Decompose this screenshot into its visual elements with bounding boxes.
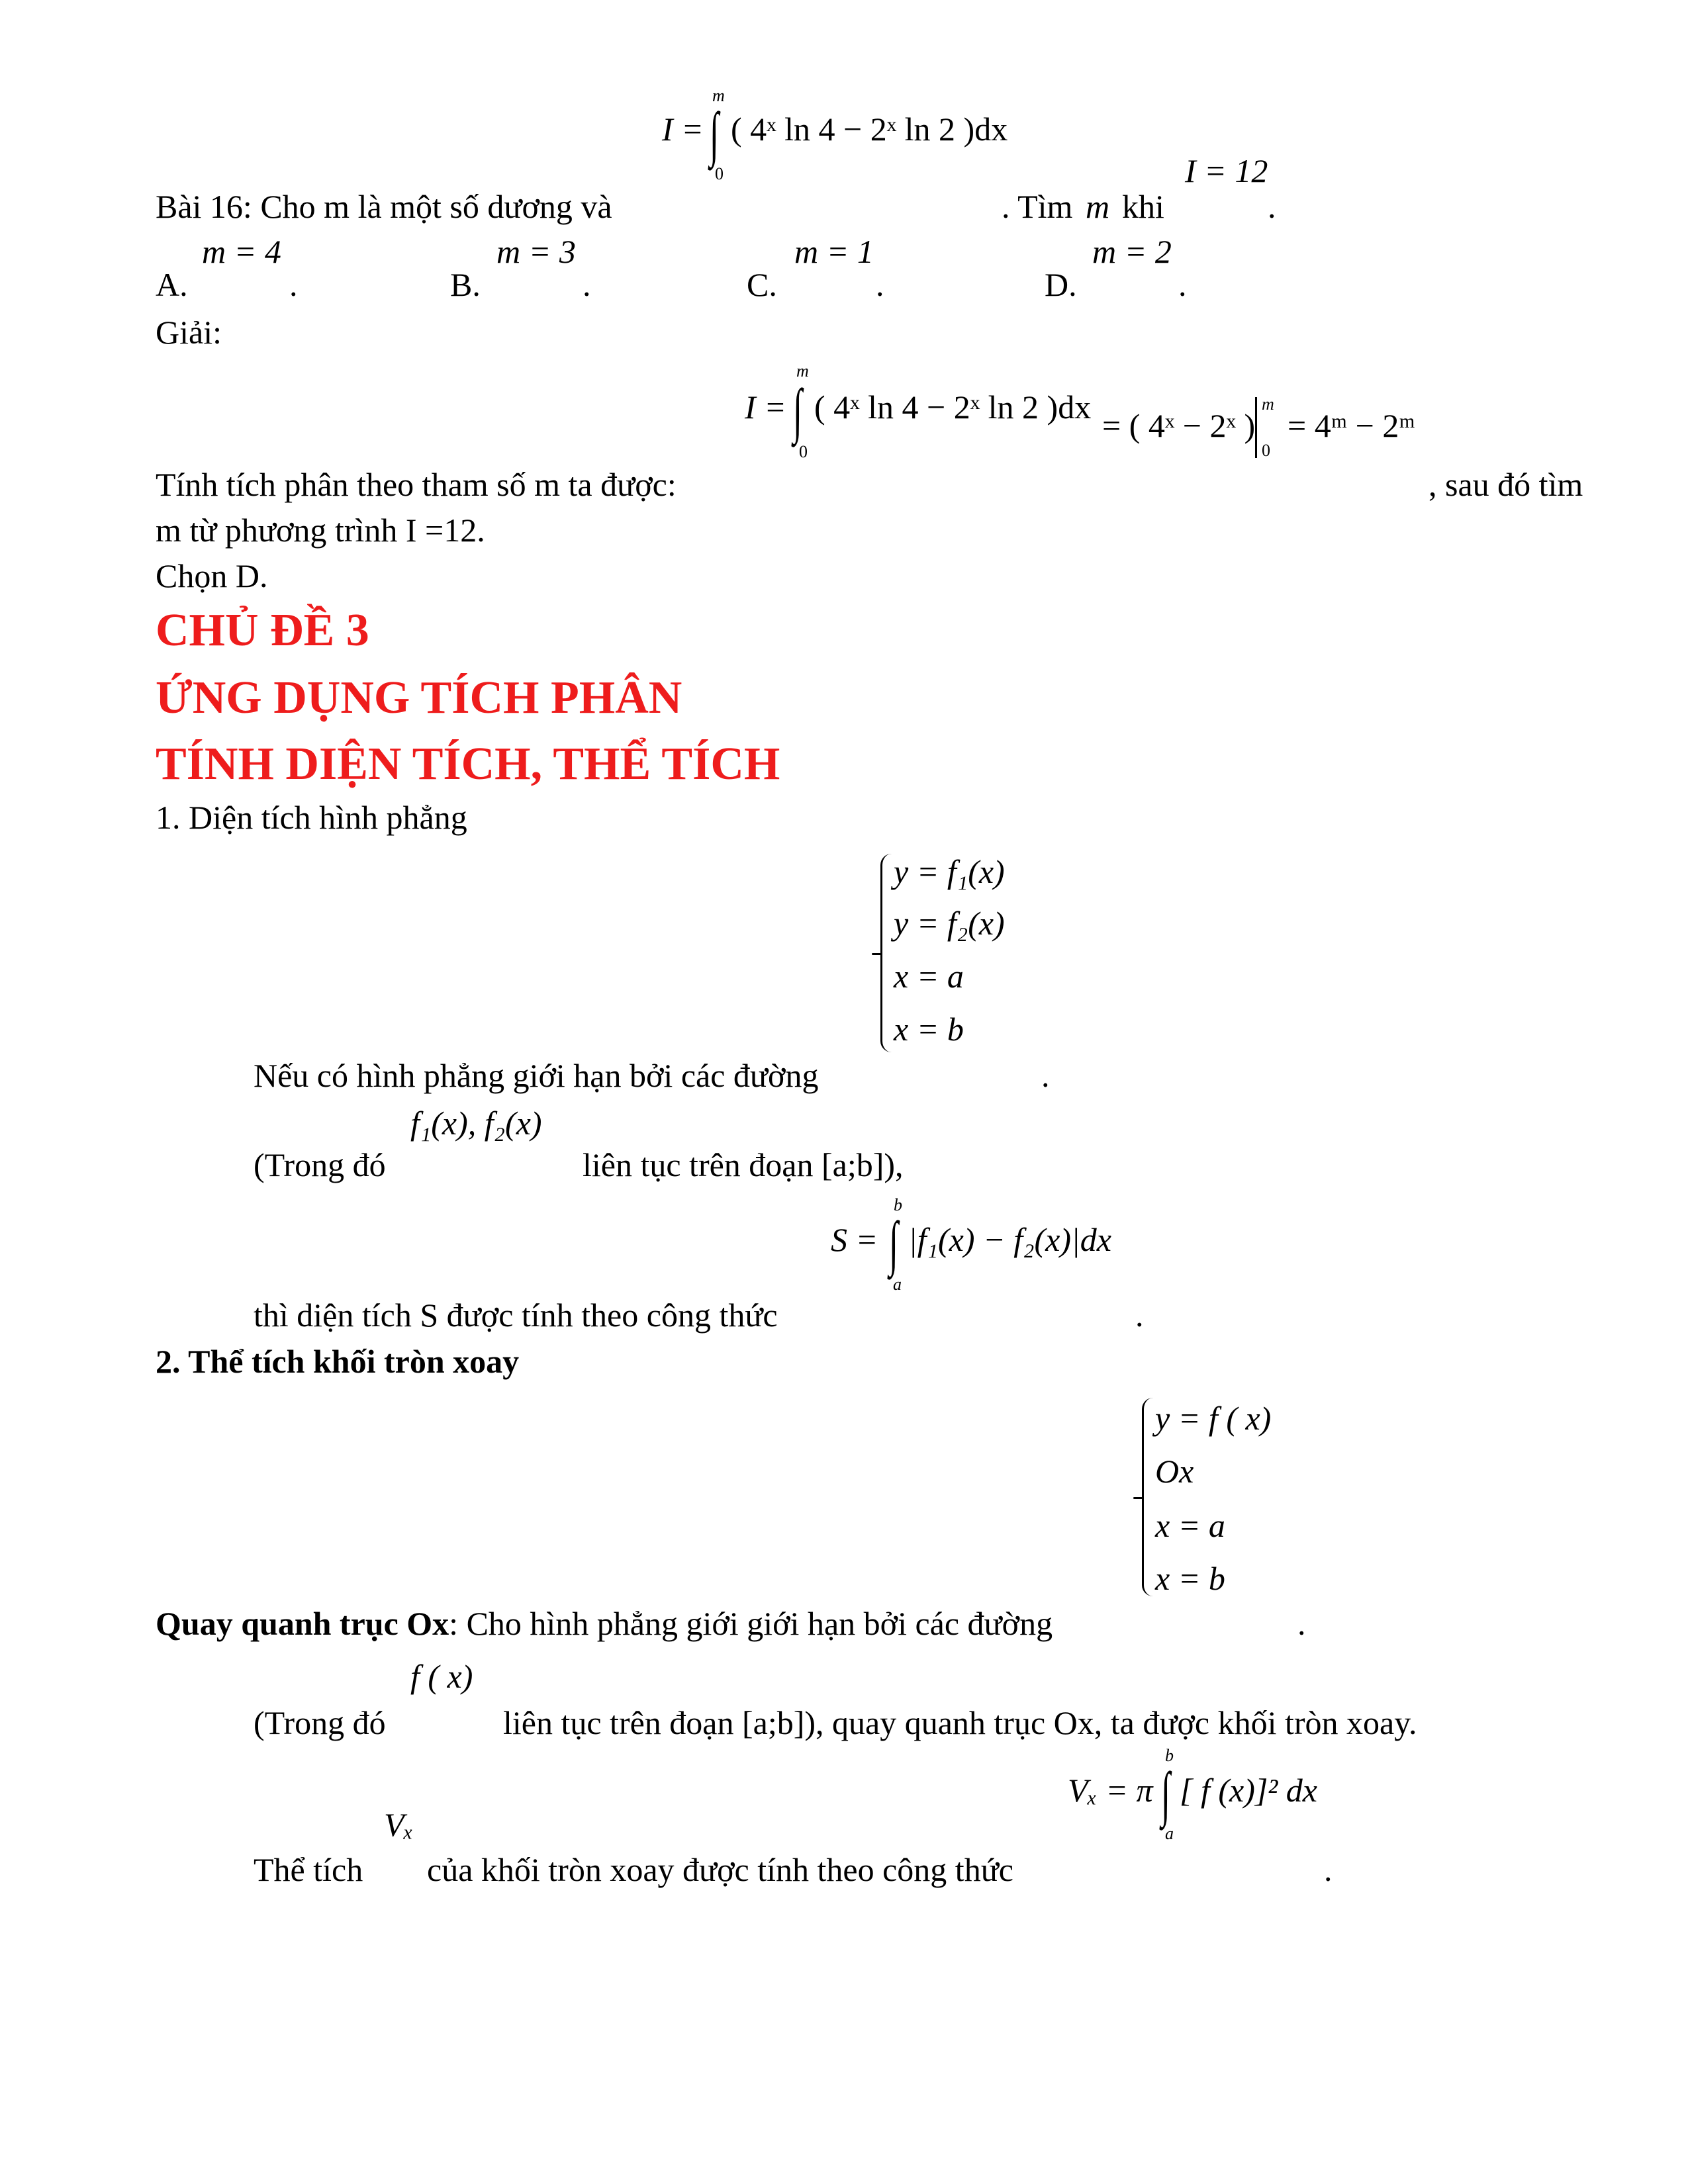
solution-upper-limit: m <box>796 361 809 381</box>
eval-lower: 0 <box>1262 441 1270 460</box>
evaluation-bar <box>1255 397 1257 458</box>
section-1-title: 1. Diện tích hình phẳng <box>156 799 467 836</box>
option-a-value: m = 4 <box>202 233 281 270</box>
statement-end: . <box>1268 188 1276 225</box>
exercise-statement: Bài 16: Cho m là một số dương và <box>156 188 612 225</box>
answer-choice: Chọn D. <box>156 557 268 594</box>
area-upper-limit: b <box>894 1195 902 1214</box>
option-b-letter[interactable]: B. <box>450 266 481 303</box>
solution-antiderivative: = ( 4ˣ − 2ˣ ) <box>1102 407 1256 444</box>
eval-upper: m <box>1262 394 1274 414</box>
option-c-dot: . <box>876 266 884 303</box>
option-c-letter[interactable]: C. <box>747 266 777 303</box>
volume-integrand: [ f (x)]² dx <box>1180 1772 1317 1809</box>
topic-heading: CHỦ ĐỀ 3 <box>156 605 369 656</box>
system2-line-3: x = a <box>1155 1507 1225 1544</box>
option-d-dot: . <box>1178 266 1187 303</box>
rotate-statement <box>156 1607 1053 1640</box>
option-d-letter[interactable]: D. <box>1045 266 1077 303</box>
topic-title: ỨNG DỤNG TÍCH PHÂN <box>156 672 682 723</box>
volume-mid: của khối tròn xoay được tính theo công thức <box>427 1851 1013 1888</box>
integral-sign-icon: ∫ <box>793 377 802 444</box>
area-integrand: |f₁(x) − f₂(x)|dx <box>908 1221 1111 1258</box>
system-line-4: x = b <box>894 1011 964 1048</box>
option-a-dot: . <box>289 266 298 303</box>
solution-line2: m từ phương trình I =12. <box>156 512 485 549</box>
vx-symbol: Vₓ <box>384 1806 414 1843</box>
condition-value: I = 12 <box>1185 152 1268 189</box>
volume-upper-limit: b <box>1165 1746 1174 1765</box>
find-text: . Tìm <box>1002 188 1073 225</box>
section-1-trong-do: (Trong đó <box>254 1146 386 1183</box>
solution-line1: Tính tích phân theo tham số m ta được: <box>156 466 677 503</box>
integral-upper-limit: m <box>712 86 725 105</box>
section-1-intro: Nếu có hình phẳng giới hạn bởi các đường <box>254 1057 819 1094</box>
option-b-dot: . <box>583 266 591 303</box>
system2-line-4: x = b <box>1155 1560 1225 1597</box>
solution-integrand: ( 4ˣ ln 4 − 2ˣ ln 2 )dx <box>814 388 1092 426</box>
solution-line1-end: , sau đó tìm <box>1429 466 1583 503</box>
option-c-value: m = 1 <box>794 233 874 270</box>
rotate-text: : Cho hình phẳng giới giới hạn bởi các đường <box>449 1605 1053 1642</box>
integral-lower-limit: 0 <box>715 164 724 183</box>
system2-line-2: Ox <box>1155 1453 1194 1490</box>
solution-label: Giải: <box>156 314 222 351</box>
section-2-continuous: liên tục trên đoạn [a;b]), quay quanh trục Ox, ta được khối tròn xoay. <box>503 1704 1417 1741</box>
area-lhs: S = <box>831 1221 878 1258</box>
left-brace-icon <box>880 854 892 1052</box>
integral-sign-icon: ∫ <box>889 1209 898 1277</box>
section-2-function: f ( x) <box>410 1658 473 1695</box>
option-d-value: m = 2 <box>1092 233 1172 270</box>
left-brace-icon <box>1142 1398 1153 1596</box>
rotate-heading: Quay quanh trục Ox <box>156 1605 449 1642</box>
rotate-end: . <box>1297 1605 1306 1642</box>
integral-sign-icon: ∫ <box>710 100 719 167</box>
section-2-title: 2. Thể tích khối tròn xoay <box>156 1343 520 1380</box>
solution-lhs: I = <box>745 388 786 426</box>
section-2-trong-do: (Trong đó <box>254 1704 386 1741</box>
system-line-1: y = f₁(x) <box>894 853 1005 890</box>
integral-sign-icon: ∫ <box>1161 1760 1170 1827</box>
section-1-functions: f₁(x), f₂(x) <box>410 1105 542 1142</box>
volume-lhs: Vₓ = π <box>1068 1772 1153 1809</box>
area-lower-limit: a <box>893 1275 902 1294</box>
formula-lhs: I = <box>662 111 704 148</box>
section-1-then-end: . <box>1135 1297 1144 1334</box>
system-line-2: y = f₂(x) <box>894 905 1005 942</box>
option-a-letter[interactable]: A. <box>156 266 188 303</box>
section-1-continuous: liên tục trên đoạn [a;b]), <box>583 1146 904 1183</box>
option-b-value: m = 3 <box>496 233 576 270</box>
system-line-3: x = a <box>894 958 964 995</box>
volume-lower-limit: a <box>1165 1824 1174 1843</box>
volume-start: Thể tích <box>254 1851 363 1888</box>
volume-end: . <box>1324 1851 1333 1888</box>
section-1-intro-end: . <box>1041 1057 1050 1094</box>
formula-integrand: ( 4ˣ ln 4 − 2ˣ ln 2 )dx <box>731 111 1008 148</box>
topic-subtitle: TÍNH DIỆN TÍCH, THỂ TÍCH <box>156 739 780 790</box>
section-1-then: thì diện tích S được tính theo công thức <box>254 1297 778 1334</box>
find-variable: m <box>1086 188 1110 225</box>
system2-line-1: y = f ( x) <box>1155 1400 1272 1437</box>
solution-lower-limit: 0 <box>799 442 808 461</box>
solution-result: = 4ᵐ − 2ᵐ <box>1288 407 1415 444</box>
find-when: khi <box>1122 188 1164 225</box>
